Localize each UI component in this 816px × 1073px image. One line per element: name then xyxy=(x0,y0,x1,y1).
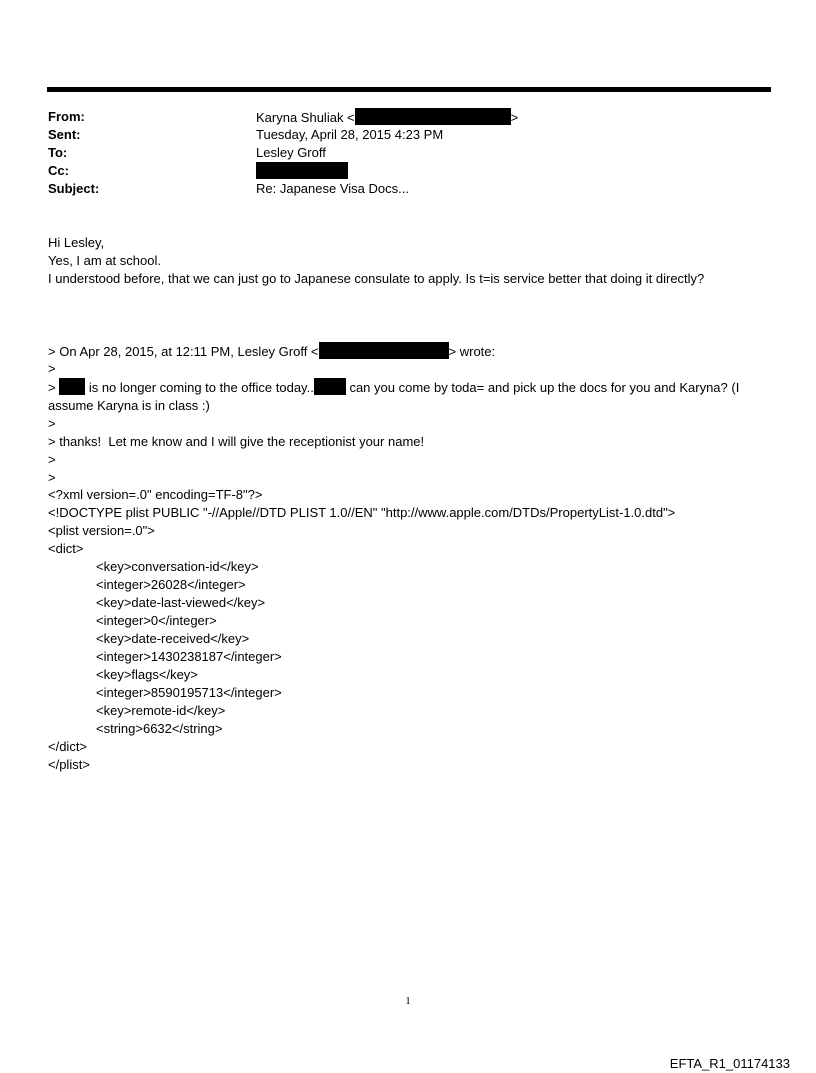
quote-intro-text: > wrote: xyxy=(448,344,496,359)
redaction-box xyxy=(319,342,449,359)
quote-intro-text: > On Apr 28, 2015, at 12:11 PM, Lesley Groff < xyxy=(48,344,319,359)
quote-marker: > xyxy=(48,470,56,485)
plist-line: <integer>0</integer> xyxy=(96,613,217,628)
plist-line: <dict> xyxy=(48,541,84,556)
from-row xyxy=(48,108,768,126)
redaction-box xyxy=(355,108,511,125)
plist-line: <integer>8590195713</integer> xyxy=(96,685,282,700)
quote-text: is no longer coming to the office today.. xyxy=(85,380,314,395)
cc-label: Cc: xyxy=(48,163,69,178)
subject-label: Subject: xyxy=(48,181,100,196)
quote-line: > thanks! Let me know and I will give the receptionist your name! xyxy=(48,434,425,449)
page-number: 1 xyxy=(405,995,411,1007)
plist-line: <key>remote-id</key> xyxy=(96,703,226,718)
greeting: Hi Lesley, xyxy=(48,235,105,250)
quote-marker: > xyxy=(48,452,56,467)
quote-text: can you come by toda= and pick up the docs for you and Karyna? (I assume Karyna is in class :) xyxy=(48,380,740,413)
message-line: I understood before, that we can just go to Japanese consulate to apply. Is t=is service better that doing it directly? xyxy=(48,271,705,286)
quote-text: > xyxy=(48,380,60,395)
plist-line: </plist> xyxy=(48,757,90,772)
quote-marker: > xyxy=(48,416,56,431)
plist-line: <plist version=.0"> xyxy=(48,523,155,538)
plist-line: <key>date-last-viewed</key> xyxy=(96,595,266,610)
email-header xyxy=(48,108,768,198)
plist-line: <integer>1430238187</integer> xyxy=(96,649,282,664)
subject-value: Re: Japanese Visa Docs... xyxy=(256,181,409,196)
message-line: Yes, I am at school. xyxy=(48,253,161,268)
sent-value: Tuesday, April 28, 2015 4:23 PM xyxy=(256,127,444,142)
quote-marker: > xyxy=(48,361,56,376)
quote-intro xyxy=(48,342,788,360)
header-divider xyxy=(47,87,771,92)
from-close: > xyxy=(510,110,519,125)
message-body xyxy=(48,234,788,288)
to-value: Lesley Groff xyxy=(256,145,326,160)
quoted-message xyxy=(48,342,788,487)
plist-line: <key>date-received</key> xyxy=(96,631,250,646)
plist-line: <integer>26028</integer> xyxy=(96,577,246,592)
sent-row xyxy=(48,126,768,144)
redaction-box xyxy=(256,162,348,179)
plist-line: <key>flags</key> xyxy=(96,667,198,682)
from-label: From: xyxy=(48,109,85,124)
plist-line: </dict> xyxy=(48,739,88,754)
plist-line: <?xml version=.0" encoding=TF-8"?> xyxy=(48,487,263,502)
cc-value xyxy=(256,162,348,181)
subject-row xyxy=(48,180,768,198)
from-value xyxy=(256,108,518,127)
plist-line: <!DOCTYPE plist PUBLIC "-//Apple//DTD PLIST 1.0//EN" "http://www.apple.com/DTDs/PropertyList-1.0.dtd"> xyxy=(48,505,676,520)
sent-label: Sent: xyxy=(48,127,81,142)
to-row xyxy=(48,144,768,162)
redaction-box xyxy=(314,378,346,395)
to-label: To: xyxy=(48,145,68,160)
document-id: EFTA_R1_01174133 xyxy=(669,1056,790,1071)
cc-row xyxy=(48,162,768,180)
plist-line: <string>6632</string> xyxy=(96,721,223,736)
plist-block xyxy=(48,486,788,774)
quote-line xyxy=(48,378,788,415)
from-name: Karyna Shuliak < xyxy=(256,110,355,125)
redaction-box xyxy=(59,378,85,395)
plist-line: <key>conversation-id</key> xyxy=(96,559,259,574)
